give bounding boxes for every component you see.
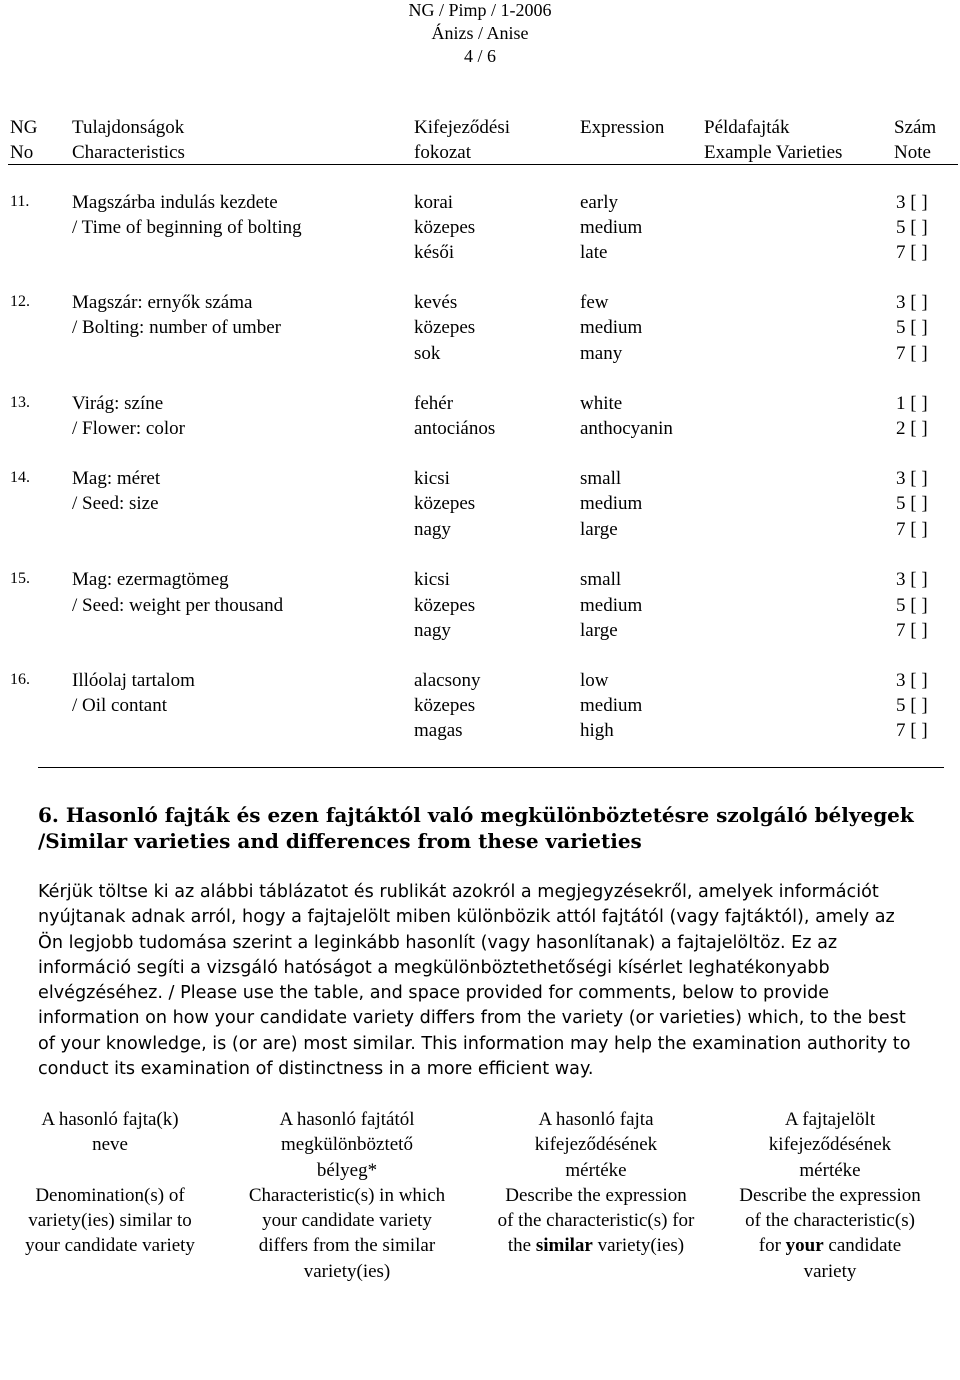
note-checkbox[interactable]: 5 [ ]: [896, 217, 928, 238]
header-line-3: 4 / 6: [463, 46, 496, 66]
expression-hu: késői: [414, 242, 455, 263]
expression-en: medium: [580, 595, 643, 616]
col-label-line: [476, 1233, 716, 1258]
note-checkbox[interactable]: 5 [ ]: [896, 317, 928, 338]
note-checkbox[interactable]: 7 [ ]: [896, 720, 928, 741]
note-checkbox[interactable]: 1 [ ]: [896, 393, 928, 414]
col-note-en: Note: [894, 142, 931, 163]
characteristic-hu: Magszárba indulás kezdete: [72, 192, 278, 213]
col-no-label: No: [10, 142, 34, 163]
characteristic-en: / Bolting: number of umber: [72, 317, 281, 338]
label-emphasis: similar: [535, 1235, 593, 1257]
expression-hu: kevés: [414, 292, 458, 313]
characteristic-hu: Mag: méret: [72, 468, 161, 489]
col-label-line: differs from the similar: [258, 1235, 436, 1257]
expression-hu: közepes: [414, 217, 476, 238]
expression-en: small: [580, 569, 622, 590]
characteristic-en: / Seed: size: [72, 493, 159, 514]
expression-en: anthocyanin: [580, 418, 673, 439]
row-number: 11.: [10, 193, 30, 210]
col-ng-label: NG: [10, 117, 38, 138]
col-examples-en: Example Varieties: [704, 142, 843, 163]
section-6-instructions: Kérjük töltse ki az alábbi táblázatot és rublikát azokról a megjegyzésekről, amelyek információt nyújtanak adnak arról, hogy a fajtajelölt miben különbözik attól fajtától (vagy fajtáktól), amely az Ön legjobb tudomása szerint a leginkább hasonlít (vagy hasonlítanak) a fajtajelöltöz. Ez az információ segíti a vizsgáló hatóságot a megkülönböztethetőségi kísérlet leghatékonyabb elvégzéséhez. / Please use the table, and space provided for comments, below to provide information on how your candidate variety differs from the variety (or varieties) which, to the best of your knowledge, is (or are) most similar. This information may help the examination authority to conduct its examination of distinctness in a more efficient way.: [38, 882, 911, 1080]
expression-hu: közepes: [414, 317, 476, 338]
label-part: candidate: [823, 1235, 902, 1257]
expression-en: medium: [580, 217, 643, 238]
col-label-line: of the characteristic(s): [745, 1210, 915, 1232]
expression-en: late: [580, 242, 608, 263]
expression-hu: antociános: [414, 418, 496, 439]
expression-en: medium: [580, 493, 643, 514]
note-checkbox[interactable]: 7 [ ]: [896, 242, 928, 263]
expression-hu: közepes: [414, 595, 476, 616]
col-label-line: variety: [803, 1260, 857, 1282]
note-checkbox[interactable]: 3 [ ]: [896, 468, 928, 489]
col-label-line: mértéke: [565, 1159, 627, 1181]
expression-en: white: [580, 393, 623, 414]
expression-hu: kicsi: [414, 468, 450, 489]
expression-en: early: [580, 192, 618, 213]
characteristic-hu: Mag: ezermagtömeg: [72, 569, 229, 590]
col-label-line: kifejeződésének: [768, 1134, 892, 1156]
col-label-line: A fajtajelölt: [784, 1109, 876, 1130]
col-label-line: Describe the expression: [739, 1184, 921, 1206]
col-expression-hu-1: Kifejeződési: [414, 117, 511, 138]
expression-hu: közepes: [414, 695, 476, 716]
expression-en: many: [580, 343, 623, 364]
col-label-line: bélyeg*: [316, 1159, 378, 1181]
note-checkbox[interactable]: 5 [ ]: [896, 493, 928, 514]
characteristic-en: / Oil contant: [72, 695, 167, 716]
similar-col-characteristics: [222, 1107, 472, 1284]
col-label-line: A hasonló fajtától: [279, 1109, 415, 1130]
note-checkbox[interactable]: 3 [ ]: [896, 569, 928, 590]
expression-hu: fehér: [414, 393, 454, 414]
label-part: variety(ies): [592, 1235, 685, 1257]
characteristic-en: / Seed: weight per thousand: [72, 595, 284, 616]
col-examples-hu: Példafajták: [704, 117, 790, 138]
note-checkbox[interactable]: 7 [ ]: [896, 343, 928, 364]
col-label-line: A hasonló fajta(k): [41, 1109, 179, 1130]
expression-hu: sok: [414, 343, 441, 364]
expression-en: high: [580, 720, 614, 741]
expression-hu: korai: [414, 192, 454, 213]
characteristic-hu: Illóolaj tartalom: [72, 670, 195, 691]
expression-en: medium: [580, 317, 643, 338]
expression-hu: közepes: [414, 493, 476, 514]
characteristic-hu: Magszár: ernyők száma: [72, 292, 253, 313]
row-number: 12.: [10, 293, 30, 310]
expression-hu: magas: [414, 720, 463, 741]
header-line-2: Ánizs / Anise: [431, 23, 529, 43]
col-label-line: Describe the expression: [505, 1184, 687, 1206]
expression-en: large: [580, 620, 618, 641]
row-number: 13.: [10, 394, 30, 411]
col-label-line: of the characteristic(s) for: [497, 1210, 695, 1232]
expression-hu: kicsi: [414, 569, 450, 590]
row-number: 16.: [10, 671, 30, 688]
row-number: 15.: [10, 570, 30, 587]
similar-col-expression-candidate: [720, 1107, 940, 1284]
col-label-line: your candidate variety: [25, 1235, 195, 1257]
section-6-heading: [38, 802, 918, 854]
similar-col-denomination: [0, 1107, 220, 1259]
note-checkbox[interactable]: 3 [ ]: [896, 192, 928, 213]
note-checkbox[interactable]: 7 [ ]: [896, 519, 928, 540]
header-line-1: NG / Pimp / 1-2006: [408, 0, 552, 20]
col-expression-hu-2: fokozat: [414, 142, 471, 163]
label-emphasis: your: [785, 1235, 824, 1257]
note-checkbox[interactable]: 3 [ ]: [896, 292, 928, 313]
expression-en: low: [580, 670, 609, 691]
similar-col-expression-similar: [476, 1107, 716, 1259]
col-label-line: variety(ies) similar to: [28, 1210, 192, 1232]
section-divider: [38, 767, 944, 768]
characteristic-en: / Time of beginning of bolting: [72, 217, 302, 238]
col-label-line: [720, 1233, 940, 1258]
col-label-line: your candidate variety: [262, 1210, 432, 1232]
note-checkbox[interactable]: 2 [ ]: [896, 418, 928, 439]
col-label-line: variety(ies): [303, 1260, 391, 1282]
col-label-line: neve: [92, 1134, 128, 1156]
col-label-line: Characteristic(s) in which: [248, 1184, 446, 1206]
note-checkbox[interactable]: 5 [ ]: [896, 595, 928, 616]
note-checkbox[interactable]: 3 [ ]: [896, 670, 928, 691]
note-checkbox[interactable]: 5 [ ]: [896, 695, 928, 716]
table-header-rule: [8, 164, 958, 165]
expression-hu: alacsony: [414, 670, 481, 691]
col-label-line: A hasonló fajta: [538, 1109, 654, 1130]
expression-en: small: [580, 468, 622, 489]
expression-hu: nagy: [414, 620, 451, 641]
note-checkbox[interactable]: 7 [ ]: [896, 620, 928, 641]
col-characteristics-en: Characteristics: [72, 142, 185, 163]
label-part: the: [507, 1235, 536, 1257]
section-title: Hasonló fajták és ezen fajtáktól való megkülönböztetésre szolgáló bélyegek /Similar varieties and differences from these varieties: [38, 803, 914, 853]
section-number: 6.: [38, 803, 59, 827]
expression-en: medium: [580, 695, 643, 716]
characteristic-hu: Virág: színe: [72, 393, 164, 414]
col-expression-en: Expression: [580, 117, 665, 138]
label-part: for: [758, 1235, 786, 1257]
characteristic-en: / Flower: color: [72, 418, 185, 439]
row-number: 14.: [10, 469, 30, 486]
expression-hu: nagy: [414, 519, 451, 540]
col-note-hu: Szám: [894, 117, 937, 138]
col-label-line: mértéke: [799, 1159, 861, 1181]
expression-en: few: [580, 292, 609, 313]
expression-en: large: [580, 519, 618, 540]
col-characteristics-hu: Tulajdonságok: [72, 117, 185, 138]
col-label-line: Denomination(s) of: [35, 1184, 185, 1206]
col-label-line: megkülönböztető: [281, 1134, 413, 1156]
col-label-line: kifejeződésének: [534, 1134, 658, 1156]
